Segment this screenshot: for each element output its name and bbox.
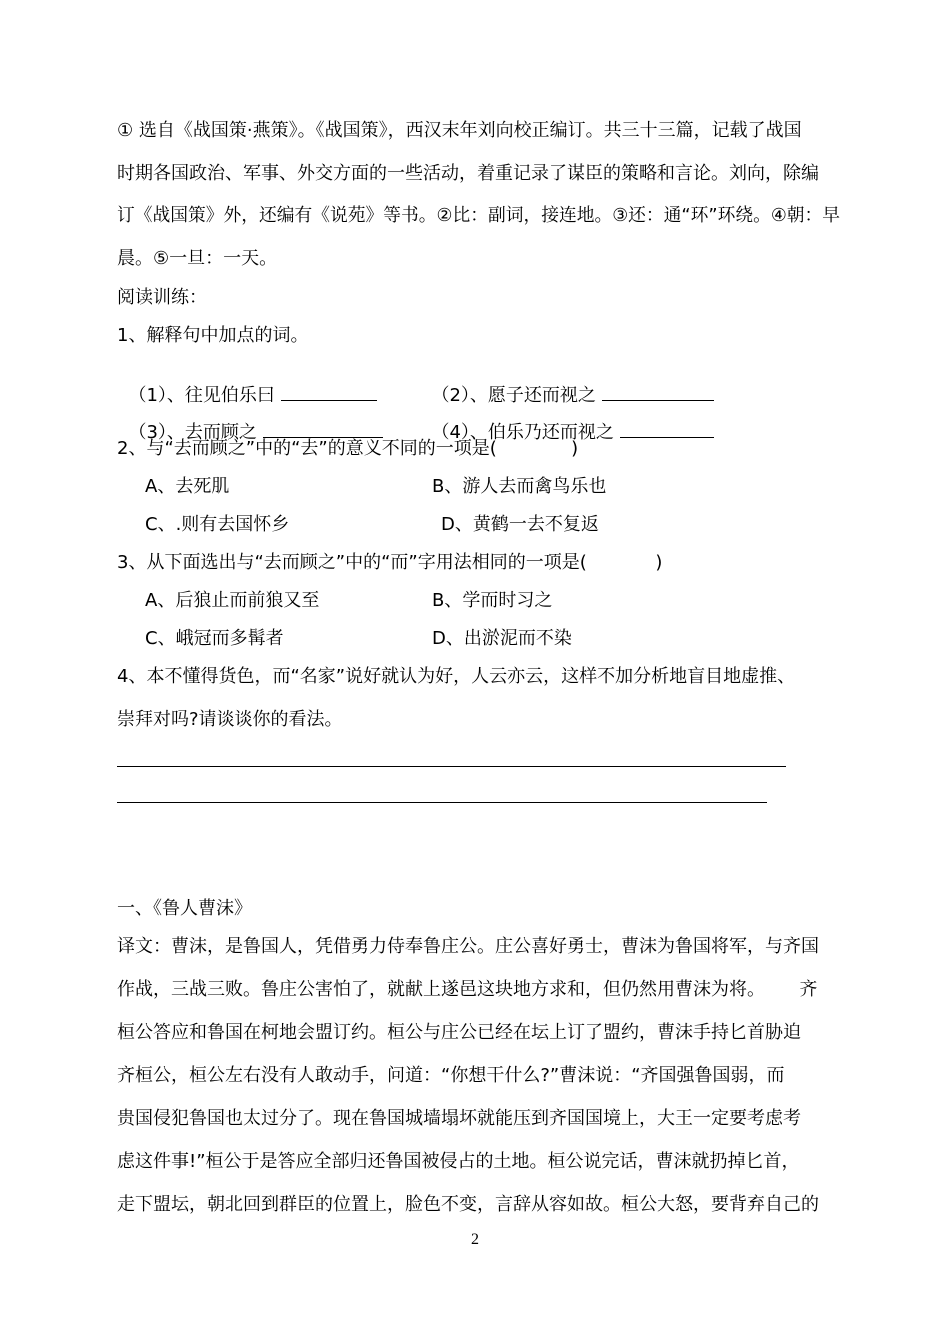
- answer-blank[interactable]: [620, 421, 714, 438]
- question-2-option-c: C、.则有去国怀乡: [145, 514, 290, 535]
- question-1-row-2-col-2: [420, 401, 714, 443]
- question-1-item-1: （1）、往见伯乐曰: [128, 385, 275, 406]
- question-4-line: 崇拜对吗?请谈谈你的看法。: [117, 709, 343, 730]
- translation-line: 虑这件事!”桓公于是答应全部归还鲁国被侵占的土地。桓公说完话，曹沫就扔掉匕首，: [117, 1151, 800, 1172]
- translation-line: 译文：曹沫，是鲁国人，凭借勇力侍奉鲁庄公。庄公喜好勇士，曹沫为鲁国将军，与齐国: [117, 936, 819, 957]
- question-1-item-2: （2）、愿子还而视之: [431, 385, 596, 406]
- question-1-item-3: （3）、去而顾之: [128, 422, 257, 443]
- question-1-row-1-col-2: [420, 364, 714, 406]
- translation-line: 走下盟坛，朝北回到群臣的位置上，脸色不变，言辞从容如故。桓公大怒，要背弃自己的: [117, 1194, 819, 1215]
- translation-line: 作战，三战三败。鲁庄公害怕了，就献上遂邑这块地方求和，但仍然用曹沫为将。 齐: [117, 979, 818, 1000]
- question-2-option-a: A、去死肌: [145, 476, 230, 497]
- note-line: ① 选自《战国策·燕策》。《战国策》，西汉末年刘向校正编订。共三十三篇，记载了战国: [117, 120, 802, 141]
- answer-line[interactable]: [117, 802, 767, 803]
- answer-line[interactable]: [117, 766, 786, 767]
- page-number: 2: [471, 1231, 479, 1248]
- question-1-item-4: （4）、伯乐乃还而视之: [431, 422, 614, 443]
- answer-blank[interactable]: [263, 421, 383, 438]
- section-title: 一、《鲁人曹沫》: [117, 898, 252, 919]
- question-3-option-d: D、出淤泥而不染: [432, 628, 572, 649]
- note-line: 时期各国政治、军事、外交方面的一些活动，着重记录了谋臣的策略和言论。刘向，除编: [117, 163, 819, 184]
- answer-blank[interactable]: [602, 384, 714, 401]
- question-2-stem: 2、与“去而顾之”中的“去”的意义不同的一项是( ): [117, 438, 579, 459]
- question-1-row-1: [117, 364, 377, 406]
- translation-line: 桓公答应和鲁国在柯地会盟订约。桓公与庄公已经在坛上订了盟约，曹沫手持匕首胁迫: [117, 1022, 801, 1043]
- note-line: 订《战国策》外，还编有《说苑》等书。②比：副词，接连地。③还：通“环”环绕。④朝：早: [117, 205, 841, 226]
- question-3-option-c: C、峨冠而多髯者: [145, 628, 284, 649]
- question-3-option-b: B、学而时习之: [432, 590, 553, 611]
- translation-line: 齐桓公，桓公左右没有人敢动手，问道：“你想干什么?”曹沫说：“齐国强鲁国弱，而: [117, 1065, 785, 1086]
- question-3-stem: 3、从下面选出与“去而顾之”中的“而”字用法相同的一项是( ): [117, 552, 663, 573]
- question-1-stem: 1、解释句中加点的词。: [117, 325, 309, 346]
- question-3-option-a: A、后狼止而前狼又至: [145, 590, 320, 611]
- answer-blank[interactable]: [281, 384, 377, 401]
- note-line: 晨。⑤一旦：一天。: [117, 248, 278, 269]
- training-heading: 阅读训练：: [117, 287, 207, 308]
- question-4-line: 4、本不懂得货色，而“名家”说好就认为好，人云亦云，这样不加分析地盲目地虚推、: [117, 666, 796, 687]
- translation-line: 贵国侵犯鲁国也太过分了。现在鲁国城墙塌坏就能压到齐国国境上，大王一定要考虑考: [117, 1108, 801, 1129]
- question-2-option-d: D、黄鹤一去不复返: [441, 514, 599, 535]
- question-2-option-b: B、游人去而禽鸟乐也: [432, 476, 607, 497]
- question-1-row-2: [117, 401, 383, 443]
